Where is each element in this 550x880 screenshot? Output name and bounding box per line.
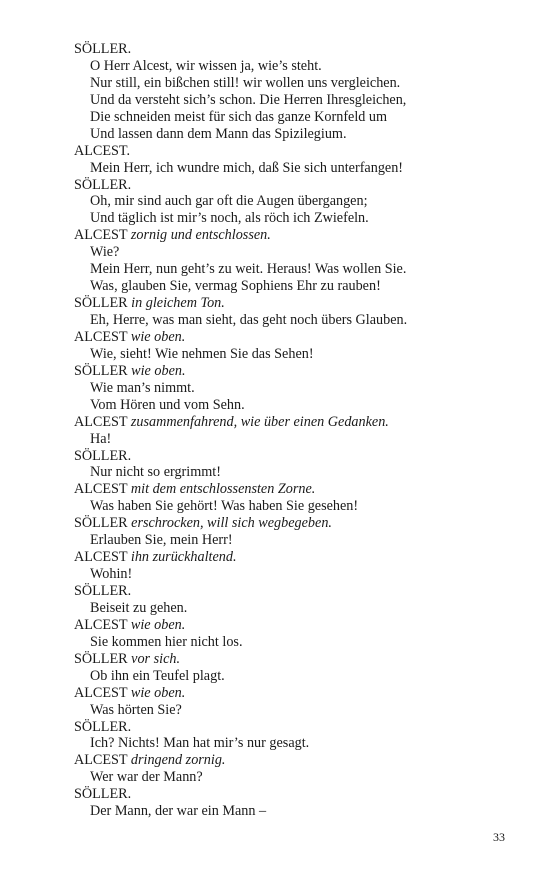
speaker-line xyxy=(74,41,524,58)
verse-line: Wie man’s nimmt. xyxy=(90,379,195,396)
stage-direction: wie oben. xyxy=(131,362,186,379)
verse-line: Erlauben Sie, mein Herr! xyxy=(90,532,233,549)
speaker-name: ALCEST xyxy=(74,481,128,498)
stage-direction: in gleichem Ton. xyxy=(131,295,225,312)
speaker-line xyxy=(74,363,524,380)
stage-direction: wie oben. xyxy=(130,328,186,345)
speaker-name: ALCEST xyxy=(74,752,128,769)
stage-direction: mit dem entschlossensten Zorne. xyxy=(130,481,316,498)
speaker-name: SÖLLER xyxy=(74,295,128,312)
verse-line: Wie? xyxy=(90,244,120,261)
verse-line: Sie kommen hier nicht los. xyxy=(90,633,243,650)
verse-line: Die schneiden meist für sich das ganze Kornfeld um xyxy=(90,108,388,125)
speaker-name: SÖLLER. xyxy=(74,583,132,599)
speaker-name: SÖLLER xyxy=(74,650,128,667)
verse-line: Oh, mir sind auch gar oft die Augen übergangen; xyxy=(90,193,368,210)
stage-direction: zusammenfahrend, wie über einen Gedanken. xyxy=(130,413,389,430)
stage-direction: dringend zornig. xyxy=(130,752,226,769)
speaker-line xyxy=(74,583,524,600)
speaker-name: SÖLLER. xyxy=(74,786,132,803)
verse-line: Eh, Herre, was man sieht, das geht noch übers Glauben. xyxy=(90,312,408,328)
verse-line: Wer war der Mann? xyxy=(90,769,203,786)
verse-line: Und lassen dann dem Mann das Spizilegium. xyxy=(90,125,347,142)
verse-line: Mein Herr, nun geht’s zu weit. Heraus! Was wollen Sie. xyxy=(90,261,407,278)
verse-line: O Herr Alcest, wir wissen ja, wie’s steht. xyxy=(90,57,322,74)
verse-line: Vom Hören und vom Sehn. xyxy=(90,396,245,413)
speaker-name: ALCEST. xyxy=(74,142,131,159)
stage-direction: wie oben. xyxy=(130,684,186,701)
speaker-line xyxy=(74,752,524,769)
speaker-line xyxy=(74,329,524,346)
verse-line: Ob ihn ein Teufel plagt. xyxy=(90,667,225,684)
verse-line: Nur nicht so ergrimmt! xyxy=(90,464,221,481)
verse-line: Ich? Nichts! Man hat mir’s nur gesagt. xyxy=(90,735,310,752)
verse-line: Was hörten Sie? xyxy=(90,701,182,718)
stage-direction: zornig und entschlossen. xyxy=(130,227,271,244)
verse-line: Wie, sieht! Wie nehmen Sie das Sehen! xyxy=(90,345,314,362)
speaker-name: SÖLLER. xyxy=(74,718,132,735)
play-text xyxy=(74,41,524,820)
speaker-name: ALCEST xyxy=(74,684,128,701)
speaker-line xyxy=(74,177,524,194)
speaker-name: SÖLLER. xyxy=(74,176,132,193)
speaker-name: ALCEST xyxy=(74,328,128,345)
speaker-line xyxy=(74,651,524,668)
speaker-line xyxy=(74,143,524,160)
verse-line: Der Mann, der war ein Mann – xyxy=(90,803,267,820)
verse-line: Nur still, ein bißchen still! wir wollen uns vergleichen. xyxy=(90,74,401,91)
speaker-name: SÖLLER. xyxy=(74,41,132,57)
stage-direction: erschrocken, will sich wegbegeben. xyxy=(131,515,332,532)
speaker-line xyxy=(74,549,524,566)
speaker-line xyxy=(74,617,524,634)
page-number: 33 xyxy=(493,830,505,844)
speaker-line xyxy=(74,295,524,312)
speaker-name: ALCEST xyxy=(74,616,128,633)
speaker-name: SÖLLER xyxy=(74,362,128,379)
speaker-line xyxy=(74,414,524,431)
stage-direction: vor sich. xyxy=(131,650,181,667)
verse-line: Was, glauben Sie, vermag Sophiens Ehr zu rauben! xyxy=(90,278,381,295)
speaker-name: SÖLLER xyxy=(74,515,128,532)
verse-line: Ha! xyxy=(90,430,112,447)
speaker-name: ALCEST xyxy=(74,413,128,430)
speaker-line xyxy=(74,515,524,532)
verse-line: Wohin! xyxy=(90,566,133,583)
speaker-line xyxy=(74,448,524,465)
speaker-line xyxy=(74,685,524,702)
verse-line: Mein Herr, ich wundre mich, daß Sie sich unterfangen! xyxy=(90,159,404,176)
verse-line: Und da versteht sich’s schon. Die Herren Ihresgleichen, xyxy=(90,91,407,108)
stage-direction: ihn zurückhaltend. xyxy=(130,549,237,566)
speaker-line xyxy=(74,719,524,736)
speaker-line xyxy=(74,786,524,803)
speaker-name: SÖLLER. xyxy=(74,447,132,464)
verse-line: Und täglich ist mir’s noch, als röch ich Zwiefeln. xyxy=(90,210,369,227)
speaker-name: ALCEST xyxy=(74,549,128,566)
speaker-name: ALCEST xyxy=(74,227,128,244)
verse-line: Beiseit zu gehen. xyxy=(90,599,188,616)
stage-direction: wie oben. xyxy=(130,616,186,633)
speaker-line xyxy=(74,227,524,244)
speaker-line xyxy=(74,481,524,498)
verse-line: Was haben Sie gehört! Was haben Sie gesehen! xyxy=(90,498,359,515)
